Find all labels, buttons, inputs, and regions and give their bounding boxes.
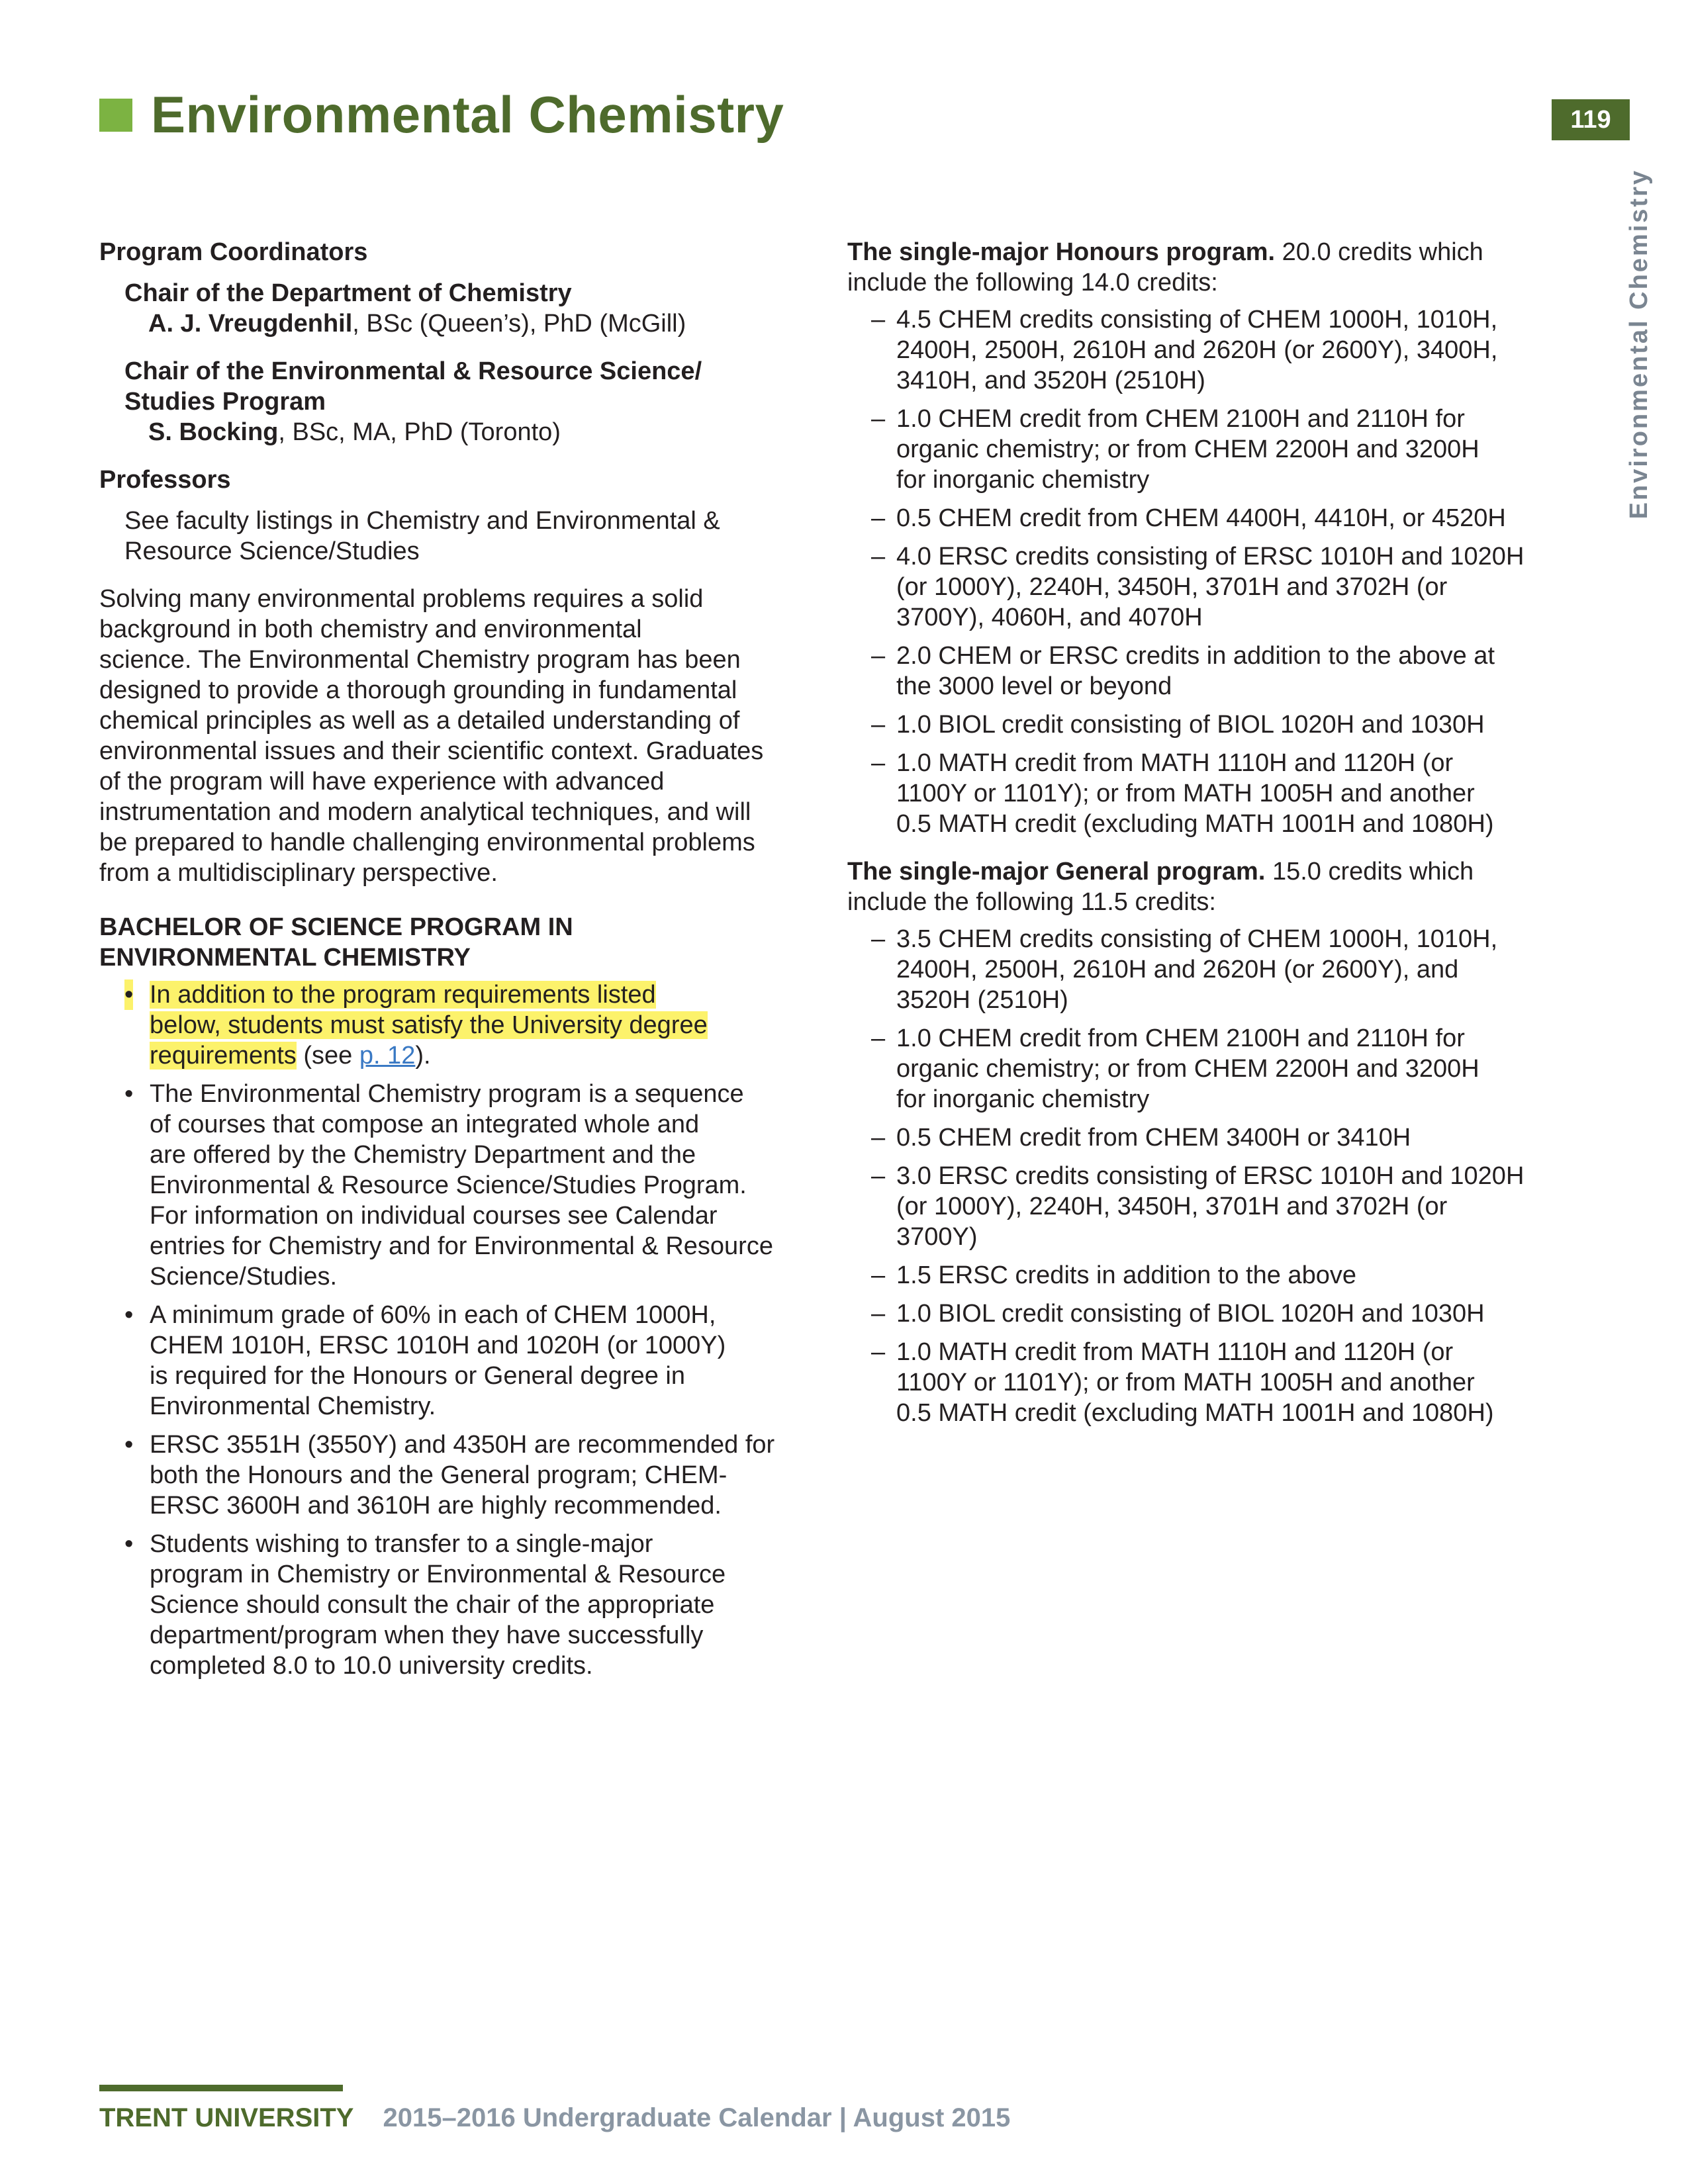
chem-chair-credentials: , BSc (Queen’s), PhD (McGill) (352, 310, 686, 338)
page-title: Environmental Chemistry (151, 85, 784, 144)
page-12-link[interactable]: p. 12 (359, 1042, 416, 1069)
bullet-line: is required for the Honours or General degree in (150, 1362, 686, 1390)
dash-icon: – (871, 306, 886, 334)
ers-chair-heading-line-1: Chair of the Environmental & Resource Science/ (124, 357, 702, 385)
requirement-item (847, 748, 1556, 839)
requirement-line: 3.5 CHEM credits consisting of CHEM 1000H, 1010H, (896, 925, 1498, 953)
requirement-item (847, 709, 1556, 740)
dash-icon: – (871, 1024, 886, 1052)
page-number: 119 (1552, 99, 1630, 140)
requirement-line: (or 1000Y), 2240H, 3450H, 3701H and 3702H (or (896, 1193, 1448, 1220)
requirement-line: organic chemistry; or from CHEM 2200H and 3200H (896, 1055, 1479, 1083)
requirement-line: 1100Y or 1101Y); or from MATH 1005H and another (896, 1369, 1475, 1396)
requirement-line: 1.5 ERSC credits in addition to the above (896, 1261, 1356, 1289)
bullet-line: of courses that compose an integrated whole and (150, 1111, 700, 1138)
requirement-item (847, 924, 1556, 1015)
requirement-line: 4.5 CHEM credits consisting of CHEM 1000H, 1010H, (896, 306, 1498, 334)
bsc-heading-line-1: BACHELOR OF SCIENCE PROGRAM IN (99, 913, 573, 941)
bullet-line: The Environmental Chemistry program is a sequence (150, 1080, 744, 1108)
requirement-line: 0.5 MATH credit (excluding MATH 1001H and 1080H) (896, 810, 1494, 838)
requirement-line: 2400H, 2500H, 2610H and 2620H (or 2600Y), and (896, 956, 1459, 983)
bullet-line: CHEM 1010H, ERSC 1010H and 1020H (or 1000Y) (150, 1332, 726, 1359)
highlighted-text: In addition to the program requirements listed (150, 981, 656, 1009)
highlighted-text: below, students must satisfy the University degree (150, 1011, 708, 1039)
dash-icon: – (871, 1338, 886, 1366)
general-heading: The single-major General program. (847, 858, 1266, 886)
requirement-line: 1.0 CHEM credit from CHEM 2100H and 2110H for (896, 1024, 1465, 1052)
requirement-item (847, 1122, 1556, 1153)
bullet-icon: • (124, 1301, 134, 1329)
bullet-line: A minimum grade of 60% in each of CHEM 1000H, (150, 1301, 716, 1329)
right-column (847, 237, 1556, 1436)
requirement-item (847, 503, 1556, 533)
honours-heading: The single-major Honours program. (847, 238, 1276, 266)
bullet-line: Science/Studies. (150, 1263, 338, 1291)
title-square-icon (99, 99, 132, 132)
professors-text-line: Resource Science/Studies (124, 537, 420, 565)
dash-icon: – (871, 504, 886, 532)
requirement-item (847, 404, 1556, 495)
bullet-line: Students wishing to transfer to a single-major (150, 1530, 653, 1558)
intro-line: be prepared to handle challenging environmental problems (99, 829, 755, 856)
requirement-item (847, 304, 1556, 396)
bullet-icon: • (124, 1530, 134, 1558)
requirement-line: 3700Y), 4060H, and 4070H (896, 604, 1203, 631)
bsc-heading (99, 912, 808, 973)
dash-icon: – (871, 749, 886, 777)
bullet-icon: • (124, 1080, 134, 1108)
requirement-line: 1.0 BIOL credit consisting of BIOL 1020H and 1030H (896, 1300, 1485, 1328)
dash-icon: – (871, 1300, 886, 1328)
ers-chair-credentials: , BSc, MA, PhD (Toronto) (278, 418, 561, 446)
bsc-bullet-list (99, 979, 808, 1681)
intro-line: of the program will have experience with advanced (99, 768, 665, 796)
chem-chair-name: A. J. Vreugdenhil (148, 310, 353, 338)
intro-paragraph (99, 584, 808, 888)
requirement-line: the 3000 level or beyond (896, 672, 1172, 700)
requirement-item (847, 1337, 1556, 1428)
requirement-line: 3520H (2510H) (896, 986, 1068, 1014)
bullet-line: Environmental Chemistry. (150, 1392, 436, 1420)
requirement-line: 3410H, and 3520H (2510H) (896, 367, 1205, 394)
requirement-line: 0.5 MATH credit (excluding MATH 1001H and 1080H) (896, 1399, 1494, 1427)
professors-heading: Professors (99, 466, 231, 494)
requirement-item (847, 1260, 1556, 1291)
bullet-line: program in Chemistry or Environmental & Resource (150, 1561, 726, 1588)
see-text: (see (296, 1042, 359, 1069)
intro-line: background in both chemistry and environmental (99, 615, 642, 643)
intro-line: environmental issues and their scientific context. Graduates (99, 737, 764, 765)
requirement-line: for inorganic chemistry (896, 1085, 1150, 1113)
dash-icon: – (871, 1261, 886, 1289)
dash-icon: – (871, 642, 886, 670)
requirement-line: (or 1000Y), 2240H, 3450H, 3701H and 3702H (or (896, 573, 1448, 601)
bullet-line: ERSC 3551H (3550Y) and 4350H are recommended for (150, 1431, 775, 1459)
requirement-line: 4.0 ERSC credits consisting of ERSC 1010H and 1020H (896, 543, 1524, 570)
see-end-text: ). (415, 1042, 431, 1069)
requirement-line: for inorganic chemistry (896, 466, 1150, 494)
requirement-line: 1.0 CHEM credit from CHEM 2100H and 2110H for (896, 405, 1465, 433)
bullet-line: Environmental & Resource Science/Studies Program. (150, 1171, 747, 1199)
bullet-item (99, 1300, 808, 1422)
bullet-icon: • (124, 981, 134, 1009)
dash-icon: – (871, 711, 886, 739)
chem-chair-heading: Chair of the Department of Chemistry (124, 279, 572, 307)
bullet-line: completed 8.0 to 10.0 university credits. (150, 1652, 593, 1680)
intro-line: from a multidisciplinary perspective. (99, 859, 498, 887)
requirement-line: 0.5 CHEM credit from CHEM 3400H or 3410H (896, 1124, 1411, 1152)
requirement-line: 3700Y) (896, 1223, 978, 1251)
intro-line: instrumentation and modern analytical techniques, and will (99, 798, 751, 826)
requirement-item (847, 1023, 1556, 1115)
honours-requirements-list (847, 304, 1556, 839)
honours-intro (847, 237, 1556, 298)
bullet-icon: • (124, 1431, 134, 1459)
honours-intro-text: 20.0 credits which (1275, 238, 1483, 266)
bullet-line: entries for Chemistry and for Environmental & Resource (150, 1232, 773, 1260)
bullet-line: department/program when they have successfully (150, 1621, 704, 1649)
bullet-line: For information on individual courses see Calendar (150, 1202, 718, 1230)
footer-calendar: 2015–2016 Undergraduate Calendar | August 2015 (383, 2103, 1011, 2132)
requirement-item (847, 641, 1556, 702)
requirement-item (847, 1161, 1556, 1252)
bsc-heading-line-2: ENVIRONMENTAL CHEMISTRY (99, 944, 471, 972)
intro-line: science. The Environmental Chemistry program has been (99, 646, 741, 674)
dash-icon: – (871, 543, 886, 570)
requirement-line: 1.0 MATH credit from MATH 1110H and 1120H (or (896, 1338, 1454, 1366)
general-intro-text: include the following 11.5 credits: (847, 888, 1216, 916)
side-section-label: Environmental Chemistry (1625, 169, 1653, 520)
intro-line: chemical principles as well as a detailed understanding of (99, 707, 740, 735)
bullet-line: are offered by the Chemistry Department and the (150, 1141, 696, 1169)
requirement-line: 2400H, 2500H, 2610H and 2620H (or 2600Y), 3400H, (896, 336, 1498, 364)
highlighted-text: requirements (150, 1042, 297, 1069)
requirement-line: 2.0 CHEM or ERSC credits in addition to the above at (896, 642, 1495, 670)
bullet-line: both the Honours and the General program; CHEM- (150, 1461, 727, 1489)
requirement-line: 1.0 MATH credit from MATH 1110H and 1120H (or (896, 749, 1454, 777)
general-intro-text: 15.0 credits which (1265, 858, 1474, 886)
general-requirements-list (847, 924, 1556, 1428)
bullet-line: Science should consult the chair of the appropriate (150, 1591, 715, 1619)
professors-text-line: See faculty listings in Chemistry and Environmental & (124, 507, 720, 535)
professors-text (99, 506, 808, 567)
intro-line: designed to provide a thorough grounding in fundamental (99, 676, 737, 704)
footer-rule (99, 2085, 343, 2091)
requirement-line: 0.5 CHEM credit from CHEM 4400H, 4410H, or 4520H (896, 504, 1506, 532)
bullet-item (99, 1529, 808, 1681)
coordinators-heading: Program Coordinators (99, 238, 368, 266)
requirement-item (847, 541, 1556, 633)
page-title-block (99, 85, 784, 145)
dash-icon: – (871, 925, 886, 953)
footer-university: TRENT UNIVERSITY (99, 2103, 354, 2132)
chem-chair-entry (99, 308, 808, 339)
dash-icon: – (871, 405, 886, 433)
requirement-line: 1.0 BIOL credit consisting of BIOL 1020H and 1030H (896, 711, 1485, 739)
requirement-item (847, 1298, 1556, 1329)
bullet-item (99, 1430, 808, 1521)
bullet-item (99, 1079, 808, 1292)
general-intro (847, 856, 1556, 917)
requirement-line: 1100Y or 1101Y); or from MATH 1005H and another (896, 780, 1475, 807)
ers-chair-heading-line-2: Studies Program (124, 388, 326, 416)
dash-icon: – (871, 1162, 886, 1190)
ers-chair-name: S. Bocking (148, 418, 279, 446)
requirement-line: organic chemistry; or from CHEM 2200H and 3200H (896, 435, 1479, 463)
bullet-line: ERSC 3600H and 3610H are highly recommended. (150, 1492, 722, 1520)
intro-line: Solving many environmental problems requires a solid (99, 585, 704, 613)
dash-icon: – (871, 1124, 886, 1152)
ers-chair-heading (99, 356, 808, 417)
bullet-item (99, 979, 808, 1071)
footer (99, 2103, 1010, 2133)
honours-intro-text: include the following 14.0 credits: (847, 269, 1218, 296)
left-column (99, 237, 808, 1689)
ers-chair-entry (99, 417, 808, 447)
requirement-line: 3.0 ERSC credits consisting of ERSC 1010H and 1020H (896, 1162, 1524, 1190)
